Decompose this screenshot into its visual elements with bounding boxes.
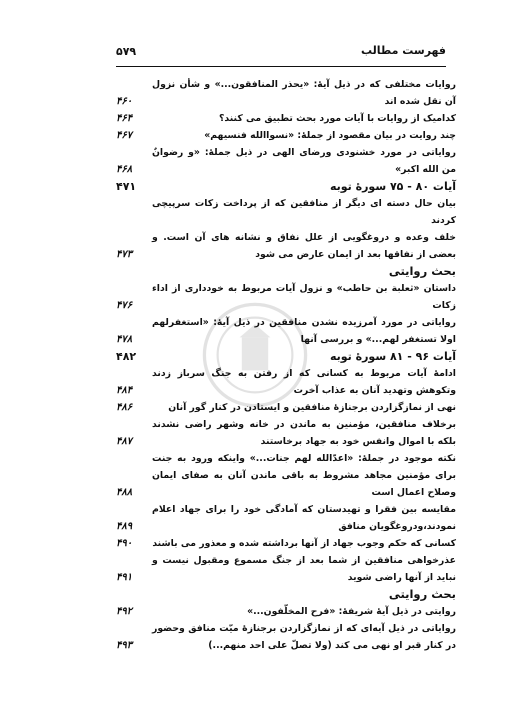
subsection-heading xyxy=(116,586,456,603)
contents-entry xyxy=(116,229,456,263)
contents-entry xyxy=(116,76,456,110)
entry-page-number: ۴۹۳ xyxy=(116,640,133,651)
entry-text: خلف وعده و دروغگویی از علل نفاق و نشانه های آن است. و بعضی از نفاقها بعد از ایمان عارض می شود xyxy=(152,232,456,260)
contents-entry xyxy=(116,314,456,348)
contents-entry xyxy=(116,450,456,501)
contents-entry xyxy=(116,603,456,620)
entry-page-number: ۴۷۳ xyxy=(116,249,133,260)
entry-page-number: ۴۸۲ xyxy=(116,350,137,363)
contents-entry xyxy=(116,144,456,178)
entry-page-number: ۴۷۶ xyxy=(116,300,133,311)
contents-entry xyxy=(116,110,456,127)
entry-text: بیان حال دسته ای دیگر از منافقین که از پرداخت زکات سرپیچی کردند xyxy=(152,198,456,226)
entry-page-number: ۴۸۷ xyxy=(116,436,133,447)
entry-text: روایاتی در مورد آمرزیده نشدن منافقین در ذیل آیهٔ: «استغفرلهم اولا تستغفر لهم...» و بررسی آنها xyxy=(152,317,456,345)
contents-entry xyxy=(116,552,456,586)
contents-entry xyxy=(116,416,456,450)
entry-text: آیات ۹۶ - ۸۱ سورهٔ توبه xyxy=(329,350,456,363)
entry-text: آیات ۸۰ - ۷۵ سورهٔ توبه xyxy=(329,180,456,193)
section-heading xyxy=(116,348,456,365)
page-number: ۵۷۹ xyxy=(116,45,137,58)
entry-text: چند روایت در بیان مقصود از جملهٔ: «نسواالله فنسیهم» xyxy=(204,130,456,141)
running-title: فهرست مطالب xyxy=(360,44,446,57)
entry-text: مقایسه بین فقرا و تهیدستان که آمادگی خود را برای جهاد اعلام نمودند،ودروغگویان منافق xyxy=(152,504,456,532)
contents-entry xyxy=(116,127,456,144)
entry-page-number: ۴۹۱ xyxy=(116,572,133,583)
entry-page-number: ۴۹۰ xyxy=(116,538,133,549)
entry-page-number: ۴۷۸ xyxy=(116,334,133,345)
entry-text: روایاتی در ذیل آیه‌ای که از نمازگزاردن برجنازهٔ میّت منافق وحضور در کنار قبر او نهی می کند (ولا تصلّ علی احد منهم...) xyxy=(152,623,456,651)
entry-text: روایاتی در مورد خشنودی ورضای الهی در ذیل جملهٔ: «و رضوانٌ من الله اکبر» xyxy=(152,147,456,175)
entry-text: نکته موجود در جملهٔ: «اعدّالله لهم جنات...» واینکه ورود به جنت برای مؤمنین مجاهد مشروط به باقی ماندن آنان به صفای ایمان وصلاح اعمال است xyxy=(152,453,456,498)
entry-page-number: ۴۸۶ xyxy=(116,402,133,413)
contents-entry xyxy=(116,195,456,229)
entry-text: داستان «ثعلبة بن حاطب» و نزول آیات مربوط به خودداری از اداء زکات xyxy=(152,283,456,311)
entry-page-number: ۴۸۹ xyxy=(116,521,133,532)
entry-page-number: ۴۶۸ xyxy=(116,164,133,175)
contents-list xyxy=(116,76,456,654)
entry-page-number: ۴۸۸ xyxy=(116,487,133,498)
contents-entry xyxy=(116,501,456,535)
contents-entry xyxy=(116,399,456,416)
contents-entry xyxy=(116,280,456,314)
contents-entry xyxy=(116,535,456,552)
entry-page-number: ۴۶۷ xyxy=(116,130,133,141)
entry-text: روایتی در ذیل آیهٔ شریفهٔ: «فرح المخلّفون...» xyxy=(247,606,456,617)
entry-text: کسانی که حکم وجوب جهاد از آنها برداشته شده و معذور می باشند xyxy=(152,538,456,549)
entry-text: کدامیک از روایات با آیات مورد بحث تطبیق می کنند؟ xyxy=(218,113,456,124)
entry-page-number: ۴۶۰ xyxy=(116,96,133,107)
entry-text: عذرخواهی منافقین از شما بعد از جنگ مسموع ومقبول نیست و نباید از آنها راضی شوید xyxy=(152,555,456,583)
subsection-heading xyxy=(116,263,456,280)
entry-text: برخلاف منافقین، مؤمنین به ماندن در خانه وشهر راضی نشدند بلکه با اموال وانفس خود به جهاد برخاستند xyxy=(152,419,456,447)
entry-page-number: ۴۸۴ xyxy=(116,385,133,396)
contents-entry xyxy=(116,365,456,399)
entry-text: روایات مختلفی که در ذیل آیهٔ: «یحذر المنافقون...» و شأن نزول آن نقل شده اند xyxy=(152,79,456,107)
entry-page-number: ۴۷۱ xyxy=(116,180,137,193)
entry-page-number: ۴۶۴ xyxy=(116,113,133,124)
entry-page-number: ۴۹۲ xyxy=(116,606,133,617)
contents-entry xyxy=(116,620,456,654)
page-header xyxy=(116,46,446,67)
section-heading xyxy=(116,178,456,195)
entry-text: نهی از نمازگزاردن برجنازهٔ منافقین و ایستادن در کنار گور آنان xyxy=(168,402,456,413)
entry-text: ادامهٔ آیات مربوط به کسانی که از رفتن به جنگ سرباز زدند وتکوهش وتهدید آنان به عذاب آخرت xyxy=(152,368,456,396)
entry-text: بحث روایتی xyxy=(388,264,456,278)
entry-text: بحث روایتی xyxy=(388,587,456,601)
